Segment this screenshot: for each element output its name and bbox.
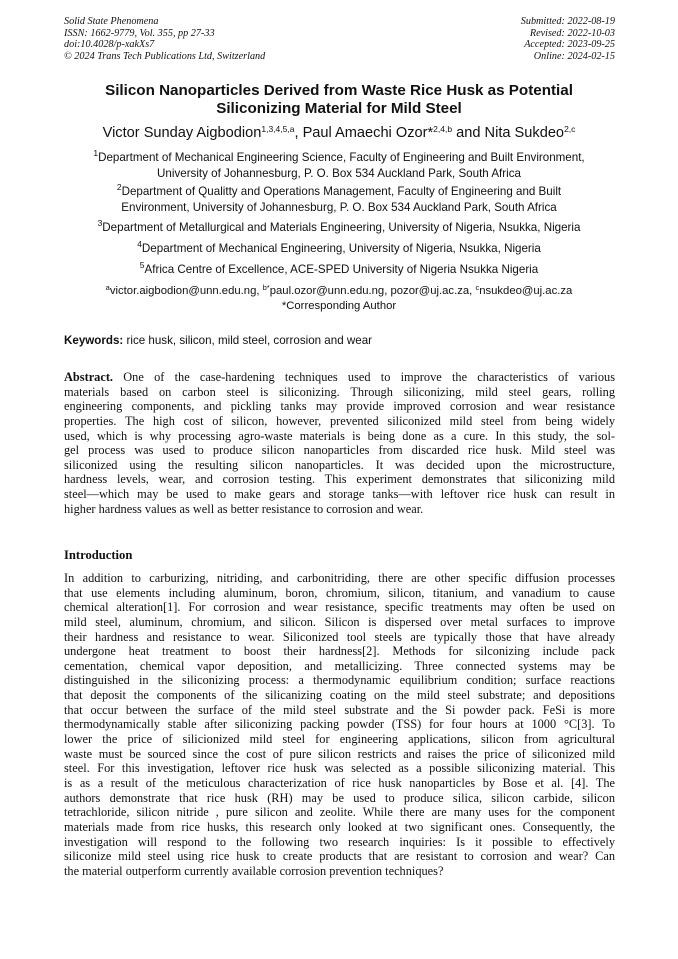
keywords-text: rice husk, silicon, mild steel, corrosion and wear	[123, 334, 373, 347]
affiliation-1-text: Department of Mechanical Engineering Science, Faculty of Engineering and Built Environment,	[98, 151, 585, 164]
affiliation-5-number: 5	[139, 260, 145, 270]
intro-line: In addition to carburizing, nitriding, and carbonitriding, there are other specific diffusion processes	[64, 571, 615, 585]
abstract-line: materials based on carbon steel is siliconizing. Through siliconizing, mild steel gears, rolling	[64, 384, 615, 399]
keywords-label: Keywords:	[64, 334, 124, 347]
intro-line: investigation will respond to the following two research inquiries: Is it possible to effectively	[64, 834, 615, 849]
intro-line: the material outperform currently available corrosion prevention techniques?	[64, 863, 444, 878]
affiliation-4-text: Department of Mechanical Engineering, University of Nigeria, Nsukka, Nigeria	[141, 242, 541, 255]
abstract-label: Abstract.	[64, 370, 114, 384]
intro-line: distinguished in the siliconizing process: a thermodynamic equilibrium condition; surface reactions	[64, 673, 615, 688]
author-2-affiliation: 2,4,b	[433, 124, 453, 134]
corresponding-author-note: *Corresponding Author	[281, 299, 397, 312]
abstract	[64, 370, 615, 516]
intro-line: their hardness and resistance to wear. Siliconized tool steels are typically those that have already	[64, 629, 615, 644]
journal-name: Solid State Phenomena	[64, 16, 159, 27]
author-1-affiliation: 1,3,4,5,a	[261, 124, 295, 134]
abstract-line: steel—which may be used to make gears and storage tanks—with leftover rice husk can result in	[64, 487, 615, 502]
affiliation-5	[58, 262, 620, 278]
keywords	[64, 333, 616, 349]
abstract-line	[64, 370, 615, 385]
intro-line: cementation, chemical vapor deposition, and metallicizing. Three connected systems may be	[64, 658, 615, 673]
author-emails	[58, 284, 620, 313]
affiliation-1-line-2: University of Johannesburg, P. O. Box 534 Auckland Park, South Africa	[157, 166, 521, 180]
email-a-marker: a	[105, 283, 110, 292]
affiliation-2	[58, 184, 620, 215]
abstract-line: hardness levels, wear, and corrosion testing. This experiment demonstrates that siliconizing mild	[64, 472, 615, 487]
intro-line: materials made from rice husks, this research only looked at two significant ones. Consequently, the	[64, 819, 615, 834]
email-c-marker: c	[475, 283, 480, 292]
online-date: Online: 2024-02-15	[533, 50, 615, 62]
affiliation-3	[58, 220, 620, 236]
intro-line: tetrachloride, silicon nitride , pure silicon and zeolite. While there are many uses for the component	[64, 805, 615, 820]
author-list: Victor Sunday Aigbodion$^{1,3,4,5,a}$, Paul Amaechi Ozor*$^{2,4,b}$ and Nita Sukdeo$^{2,c}$	[102, 124, 576, 141]
affiliation-3-number: 3	[97, 218, 103, 228]
affiliation-1-line-1	[58, 150, 620, 166]
abstract-line: engineering components, and pickling tanks may provide improved corrosion and wear resistance	[64, 399, 615, 414]
affiliation-1-number: 1	[93, 148, 99, 158]
intro-line: thermodynamically stable after siliconizing packing powder (TSS) for four hours at 1000 °C[3]. To	[64, 717, 615, 732]
introduction-heading: Introduction	[64, 548, 133, 562]
affiliation-2-line-2: Environment, University of Johannesburg, P. O. Box 534 Auckland Park, South Africa	[121, 200, 557, 214]
affiliation-4	[58, 241, 620, 257]
author-2-name: Paul Amaechi Ozor*	[302, 125, 434, 141]
affiliation-2-line-1	[58, 184, 620, 200]
abstract-line: properties. The high cost of silicon, however, prevented siliconized mild steel from being widely	[64, 413, 615, 428]
intro-line: undergone heat treatment to boost their hardness[2]. Methods for silconizing include pack	[64, 644, 615, 659]
abstract-line: used, which is why processing agro-waste materials is being done as a cure. In this study, the sol-	[64, 428, 615, 443]
introduction-body	[64, 571, 615, 878]
author-1-name: Victor Sunday Aigbodion	[102, 125, 262, 141]
paper-title	[64, 82, 614, 118]
title-line-1: Silicon Nanoparticles Derived from Waste Rice Husk as Potential	[105, 82, 573, 99]
intro-line: steel. For this investigation, leftover rice husk was selected as a possible siliconizing material. This	[64, 761, 615, 776]
abstract-line: siliconized using the resulting silicon nanoparticles. It was decided upon the microstructure,	[64, 457, 615, 472]
intro-line: that deposit the components of the silicanizing coating on the mild steel substrate; and depositions	[64, 688, 615, 703]
journal-info	[64, 16, 265, 62]
intro-line: siliconize mild steel using rice husk to create products that are resistant to corrosion and wear? Can	[64, 849, 615, 864]
revised-date: Revised: 2022-10-03	[529, 27, 615, 39]
affiliation-3-line-1	[58, 220, 620, 236]
affiliation-2-text: Department of Qualitty and Operations Management, Faculty of Engineering and Built	[121, 185, 562, 198]
intro-line: mild steel, aluminum, chromium, and silicon. Silicon is dispersed over metal surfaces to improve	[64, 614, 615, 629]
author-3-name: and Nita Sukdeo	[456, 125, 565, 141]
intro-line: authors demonstrate that rice husk (RH) may be used to produce silica, silicon carbide, silicon	[64, 790, 615, 805]
submitted-date: Submitted: 2022-08-19	[520, 16, 615, 27]
affiliation-5-line-1	[58, 262, 620, 278]
affiliation-3-text: Department of Metallurgical and Materials Engineering, University of Nigeria, Nsukka, Nigeria	[102, 221, 581, 234]
intro-line: is as a result of the meticulous characterization of rice husk nanoparticles by Bose et al. [4]. The	[64, 775, 615, 790]
copyright: © 2024 Trans Tech Publications Ltd, Switzerland	[64, 50, 266, 62]
doi: doi:10.4028/p-xakXs7	[64, 39, 155, 51]
email-b[interactable]: paul.ozor@unn.edu.ng, pozor@uj.ac.za,	[269, 285, 476, 297]
intro-line: waste must be sourced since the cost of pure silicon restricts and raises the price of siliconized mild	[64, 746, 615, 761]
abstract-line: higher hardness values as well as better resistance to corrosion and wear.	[64, 501, 424, 516]
intro-line: that use elements including aluminum, boron, chromium, silicon, titanium, and vanadium to cause	[64, 585, 615, 600]
issn-volume: ISSN: 1662-9779, Vol. 355, pp 27-33	[64, 27, 215, 39]
intro-line: lower the price of silicionized mild steel for engineering applications, silicon from agricultural	[64, 732, 615, 747]
title-line-2: Siliconizing Material for Mild Steel	[216, 100, 462, 117]
affiliation-4-line-1	[58, 241, 620, 257]
email-line	[58, 284, 620, 299]
publication-dates	[521, 16, 615, 62]
affiliation-2-number: 2	[116, 182, 122, 192]
abstract-line: gel process was used to produce silicon nanoparticles from discarded rice husk. Mild steel was	[64, 443, 615, 458]
affiliation-1	[58, 150, 620, 181]
accepted-date: Accepted: 2023-09-25	[524, 39, 615, 51]
email-c[interactable]: nsukdeo@uj.ac.za	[479, 285, 573, 297]
author-3-affiliation: 2,c	[564, 124, 576, 134]
abstract-text: One of the case-hardening techniques used to improve the characteristics of various	[113, 370, 615, 384]
affiliation-5-text: Africa Centre of Excellence, ACE-SPED University of Nigeria Nsukka Nigeria	[144, 263, 539, 276]
affiliation-4-number: 4	[137, 239, 142, 249]
email-a[interactable]: victor.aigbodion@unn.edu.ng,	[109, 285, 263, 297]
email-b-marker: b*	[262, 283, 270, 292]
intro-line: that occur between the surface of the mild steel substrate and the Si powder pack. FeSi is more	[64, 702, 615, 717]
intro-line: chemical alteration[1]. For corrosion and wear resistance, specific treatments may often be used on	[64, 600, 615, 615]
